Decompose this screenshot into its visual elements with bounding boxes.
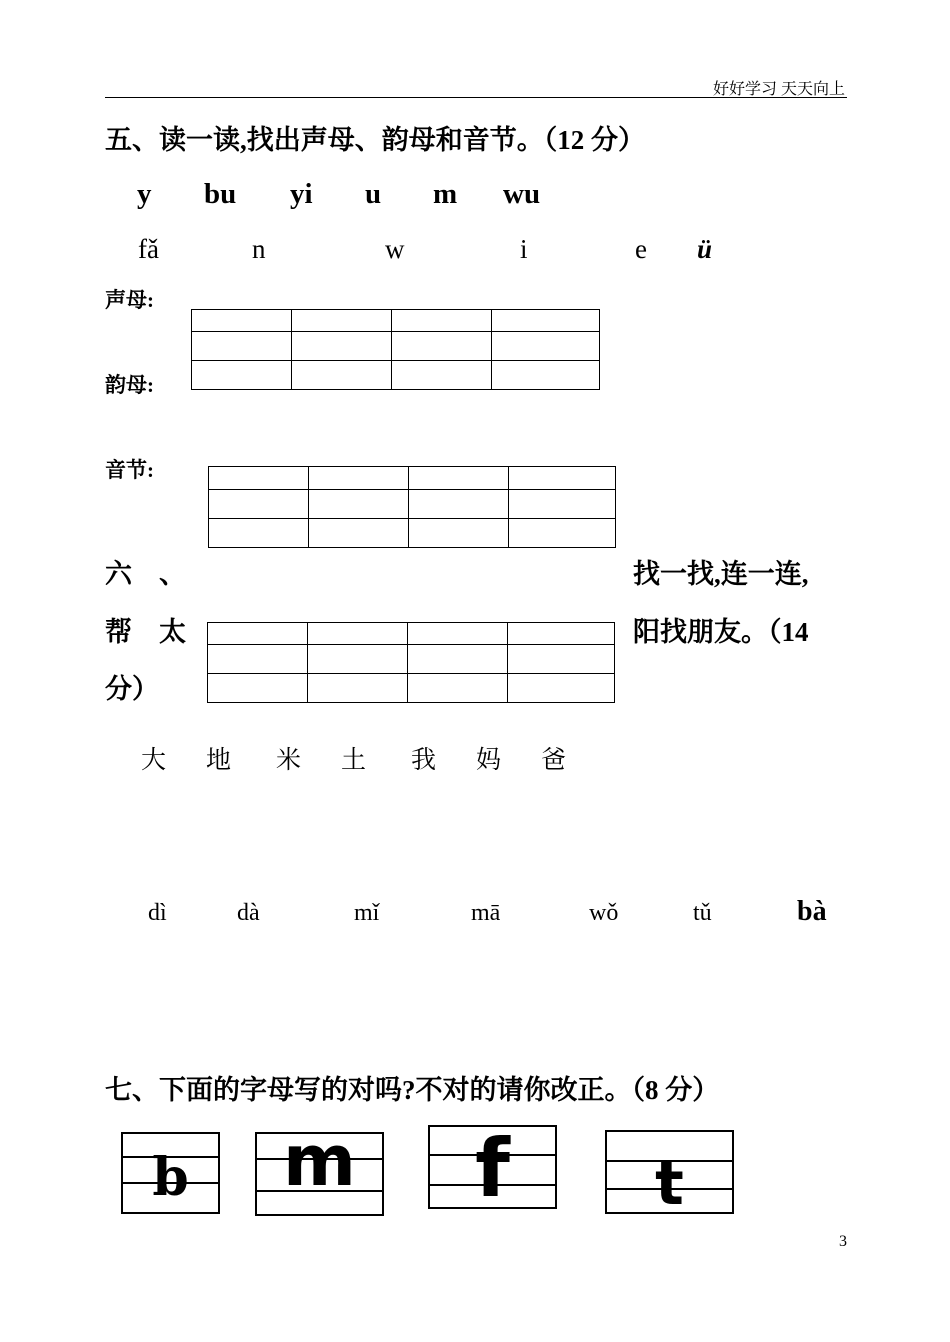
pinyin-word: tǔ: [693, 900, 712, 926]
pinyin-item: yi: [290, 178, 313, 210]
answer-cell[interactable]: [209, 519, 309, 548]
header-rule: [105, 97, 847, 98]
answer-cell[interactable]: [292, 332, 392, 361]
answer-cell[interactable]: [508, 645, 615, 674]
pinyin-word: mā: [471, 900, 501, 926]
pinyin-item: wu: [503, 178, 541, 210]
answer-cell[interactable]: [308, 623, 408, 645]
hanzi-item: 米: [276, 745, 302, 774]
letter-box-m: [255, 1120, 384, 1216]
answer-cell[interactable]: [308, 645, 408, 674]
section5-title: 五、读一读,找出声母、韵母和音节。（12 分）: [105, 125, 645, 155]
answer-cell[interactable]: [409, 467, 509, 490]
answer-cell[interactable]: [509, 467, 616, 490]
hanzi-item: 大: [141, 745, 167, 774]
pinyin-word: dà: [237, 900, 260, 926]
answer-cell[interactable]: [308, 674, 408, 703]
hanzi-item: 土: [341, 745, 367, 774]
answer-cell[interactable]: [392, 361, 492, 390]
yinjie-label: 音节:: [105, 458, 154, 482]
answer-cell[interactable]: [292, 361, 392, 390]
pinyin-item: fǎ: [138, 234, 159, 264]
answer-cell[interactable]: [408, 674, 508, 703]
pinyin-word: wǒ: [589, 900, 619, 926]
pinyin-item: u: [365, 178, 382, 210]
answer-cell[interactable]: [208, 645, 308, 674]
pinyin-item: m: [433, 178, 458, 210]
answer-cell[interactable]: [208, 623, 308, 645]
answer-cell[interactable]: [408, 623, 508, 645]
pinyin-item: ü: [697, 234, 713, 264]
pinyin-word: mǐ: [354, 900, 380, 926]
letter-m: m: [283, 1120, 356, 1202]
section6-title-part: 六 、: [105, 559, 186, 589]
section6-title-part: 找一找,连一连,: [633, 559, 809, 589]
answer-cell[interactable]: [508, 623, 615, 645]
letter-box-f: [428, 1122, 557, 1215]
answer-cell[interactable]: [309, 467, 409, 490]
header-motto: 好好学习 天天向上: [712, 81, 845, 98]
section6-title-part: 分）: [105, 674, 159, 704]
answer-cell[interactable]: [509, 519, 616, 548]
answer-cell[interactable]: [309, 490, 409, 519]
answer-cell[interactable]: [209, 467, 309, 490]
page-number: 3: [839, 1233, 847, 1250]
pinyin-item: e: [635, 234, 647, 264]
hanzi-item: 妈: [476, 745, 502, 774]
yinjie-table: [208, 466, 616, 548]
section6-title-part: 帮 太: [105, 617, 186, 647]
answer-cell[interactable]: [408, 645, 508, 674]
answer-cell[interactable]: [192, 332, 292, 361]
section6-title-part: 阳找朋友。（14: [633, 617, 809, 647]
answer-cell[interactable]: [292, 310, 392, 332]
answer-cell[interactable]: [209, 490, 309, 519]
answer-cell[interactable]: [492, 310, 600, 332]
letter-b: b: [152, 1147, 189, 1208]
pinyin-word: bà: [797, 896, 827, 927]
pinyin-item: i: [520, 234, 528, 264]
answer-cell[interactable]: [492, 332, 600, 361]
yunmu-label: 韵母:: [105, 373, 154, 397]
pinyin-item: y: [137, 178, 152, 210]
letter-t: t: [655, 1149, 684, 1219]
letter-f: f: [475, 1122, 510, 1215]
hanzi-item: 爸: [541, 745, 567, 774]
answer-cell[interactable]: [492, 361, 600, 390]
pinyin-item: bu: [204, 178, 237, 210]
answer-cell[interactable]: [309, 519, 409, 548]
section7-title: 七、下面的字母写的对吗?不对的请你改正。（8 分）: [105, 1075, 720, 1105]
shengmu-yunmu-table: [191, 309, 600, 390]
answer-cell[interactable]: [208, 674, 308, 703]
pinyin-word: dì: [148, 900, 167, 926]
pinyin-item: w: [385, 234, 405, 264]
shengmu-label: 声母:: [105, 288, 154, 312]
answer-cell[interactable]: [409, 519, 509, 548]
answer-cell[interactable]: [409, 490, 509, 519]
pinyin-item: n: [252, 234, 266, 264]
answer-cell[interactable]: [192, 310, 292, 332]
hanzi-item: 我: [411, 745, 437, 774]
letter-box-t: [605, 1130, 734, 1219]
answer-cell[interactable]: [392, 310, 492, 332]
letter-box-b: [121, 1132, 220, 1214]
answer-cell[interactable]: [192, 361, 292, 390]
answer-cell[interactable]: [508, 674, 615, 703]
answer-cell[interactable]: [509, 490, 616, 519]
answer-cell[interactable]: [392, 332, 492, 361]
section6-table: [207, 622, 615, 703]
hanzi-item: 地: [206, 745, 232, 774]
